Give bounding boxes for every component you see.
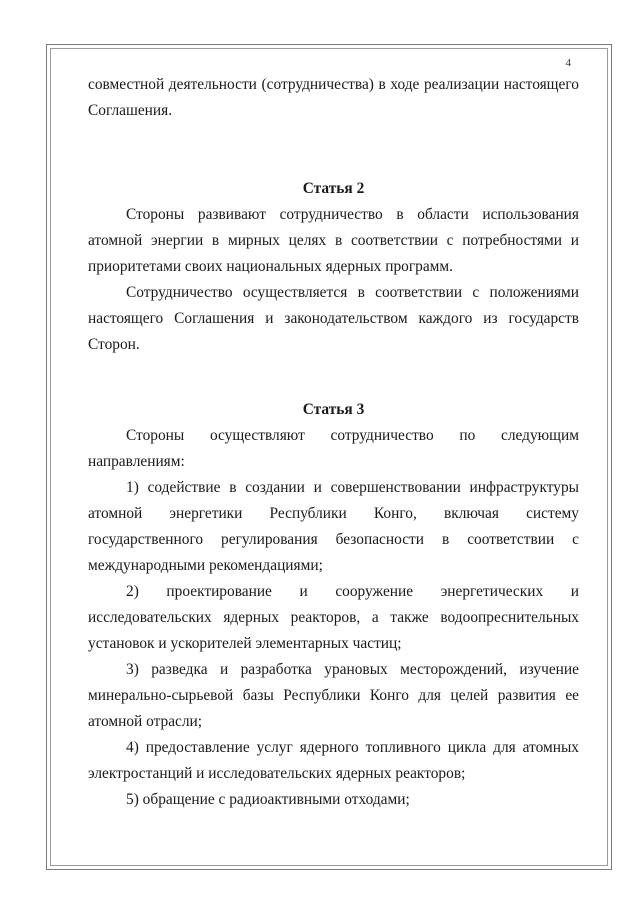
- page-content: [88, 56, 579, 813]
- article-2-paragraph: Стороны развивают сотрудничество в области использования атомной энергии в мирных целях в соответствии с потребностями и приоритетами своих национальных ядерных программ.: [88, 206, 579, 275]
- article-3-title: Статья 3: [302, 401, 365, 418]
- intro-paragraph: совместной деятельности (сотрудничества) в ходе реализации настоящего Соглашения.: [88, 76, 579, 119]
- article-2-title: Статья 2: [302, 180, 365, 197]
- article-3-item: 4) предоставление услуг ядерного топливного цикла для атомных электростанций и исследовательских ядерных реакторов;: [88, 739, 579, 782]
- article-3-item: 5) обращение с радиоактивными отходами;: [126, 791, 410, 808]
- page-number: 4: [565, 57, 571, 69]
- article-3-item: 1) содействие в создании и совершенствовании инфраструктуры атомной энергетики Республики Конго, включая систему государственного регулирования безопасности в соответствии с международными рекомендациями;: [88, 479, 579, 574]
- article-3-item: 2) проектирование и сооружение энергетических и исследовательских ядерных реакторов, а также водоопреснительных установок и ускорителей элементарных частиц;: [88, 583, 579, 652]
- article-3-lead: Стороны осуществляют сотрудничество по следующим направлениям:: [88, 427, 579, 470]
- article-2-paragraph: Сотрудничество осуществляется в соответствии с положениями настоящего Соглашения и законодательством каждого из государств Сторон.: [88, 284, 579, 353]
- article-3-item: 3) разведка и разработка урановых месторождений, изучение минерально-сырьевой базы Республики Конго для целей развития ее атомной отрасли;: [88, 661, 579, 730]
